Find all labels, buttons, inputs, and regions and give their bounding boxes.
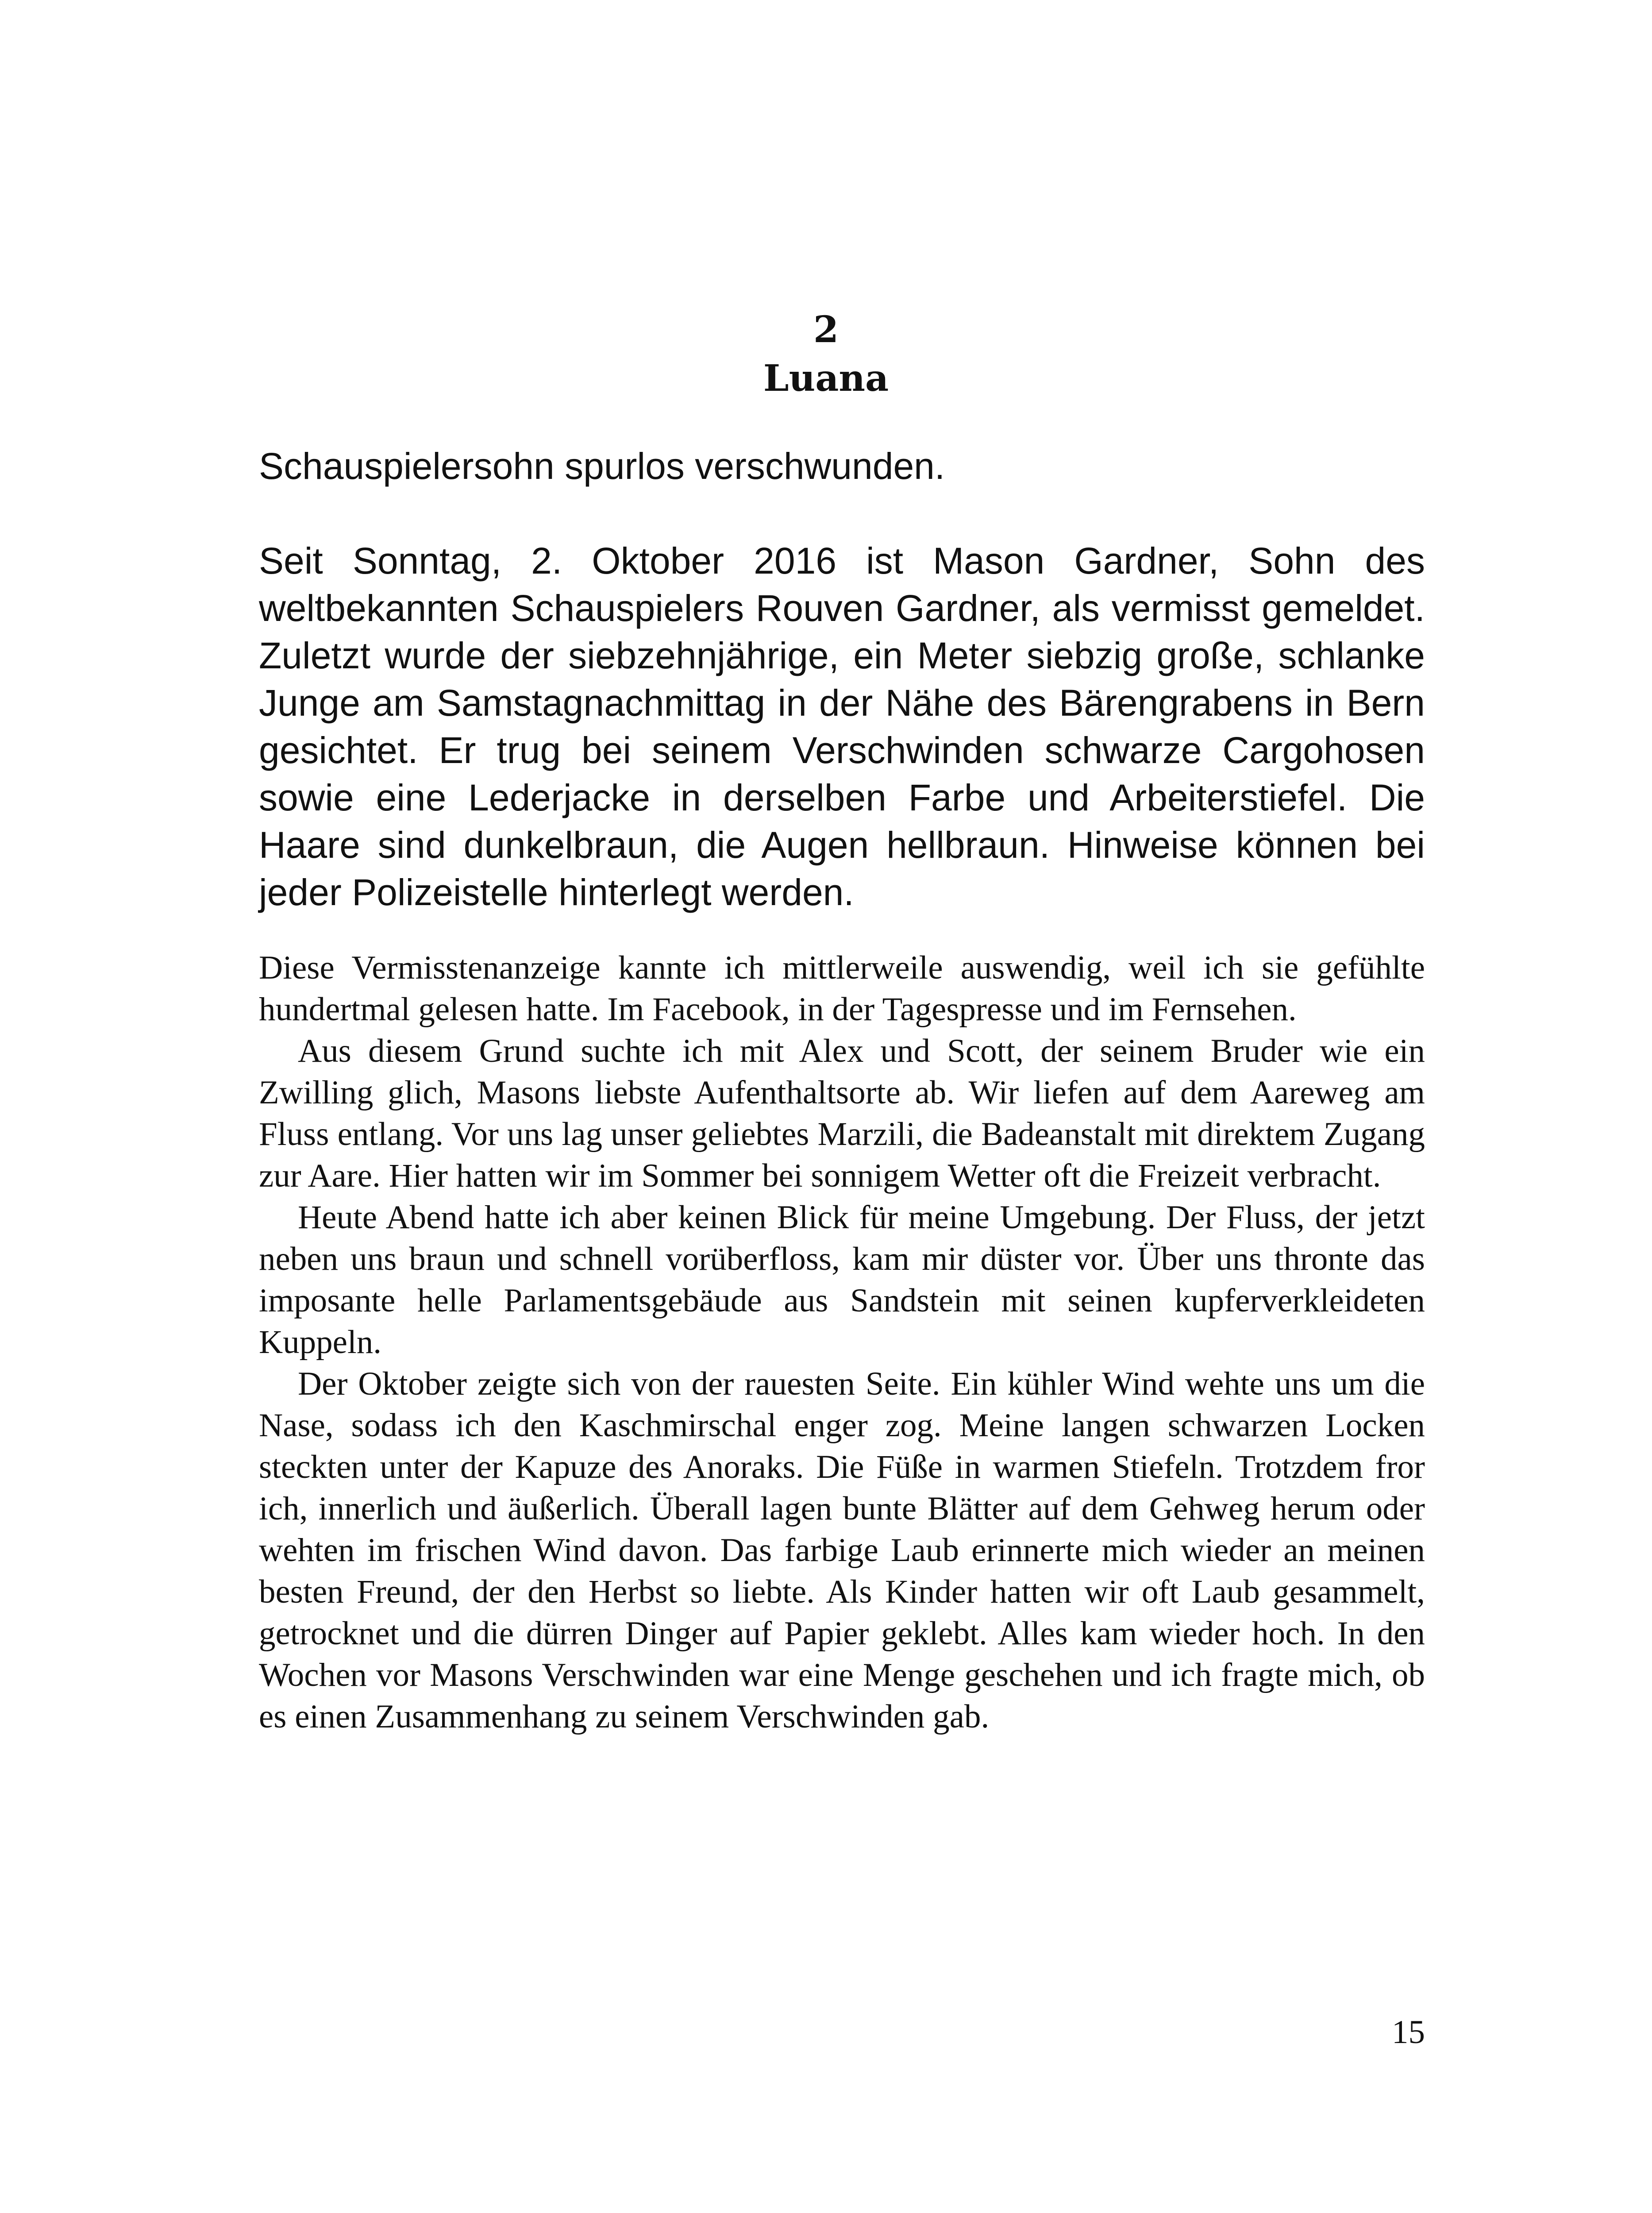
paragraph: Aus diesem Grund suchte ich mit Alex und Scott, der seinem Bruder wie ein Zwilling glich, Masons liebste Aufenthaltsorte ab. Wir liefen auf dem Aareweg am Fluss entlang. Vor uns lag unser geliebtes Marzili, die Badeanstalt mit direktem Zugang zur Aare. Hier hatten wir im Sommer bei sonnigem Wetter oft die Freizeit verbracht. [259, 1033, 1425, 1194]
chapter-number: 2 [813, 308, 839, 351]
notice-headline: Schauspielersohn spurlos verschwunden. [259, 445, 945, 487]
chapter-title: Luana [763, 357, 889, 400]
notice-body: Seit Sonntag, 2. Oktober 2016 ist Mason Gardner, Sohn des weltbekannten Schauspielers Rouven Gardner, als vermisst gemeldet. Zuletzt wurde der siebzehnjährige, ein Meter siebzig große, schlanke Junge am Samstagnachmittag in der Nähe des Bärengrabens in Bern gesichtet. Er trug bei seinem Verschwinden schwarze Cargohosen sowie eine Lederjacke in derselben Farbe und Arbeiterstiefel. Die Haare sind dunkelbraun, die Augen hellbraun. Hinweise können bei jeder Polizeistelle hinterlegt werden. [259, 540, 1425, 913]
paragraph: Der Oktober zeigte sich von der rauesten Seite. Ein kühler Wind wehte uns um die Nase, sodass ich den Kaschmirschal enger zog. Meine langen schwarzen Locken steckten unter der Kapuze des Anoraks. Die Füße in warmen Stiefeln. Trotzdem fror ich, innerlich und äußerlich. Überall lagen bunte Blätter auf dem Gehweg herum oder wehten im frischen Wind davon. Das farbige Laub erinnerte mich wieder an meinen besten Freund, der den Herbst so liebte. Als Kinder hatten wir oft Laub gesammelt, getrocknet und die dürren Dinger auf Papier geklebt. Alles kam wieder hoch. In den Wochen vor Masons Verschwinden war eine Menge geschehen und ich fragte mich, ob es einen Zusammenhang zu seinem Verschwinden gab. [259, 1365, 1425, 1735]
page-number: 15 [1392, 2014, 1425, 2051]
paragraph: Heute Abend hatte ich aber keinen Blick für meine Umgebung. Der Fluss, der jetzt neben uns braun und schnell vorüberfloss, kam mir düster vor. Über uns thronte das imposante helle Parlamentsgebäude aus Sandstein mit seinen kupferverkleideten Kuppeln. [259, 1199, 1425, 1361]
paragraph: Diese Vermisstenanzeige kannte ich mittlerweile auswendig, weil ich sie gefühlte hundertmal gelesen hatte. Im Facebook, in der Tagespresse und im Fernsehen. [259, 949, 1425, 1028]
missing-person-notice [259, 443, 1425, 916]
narrative-text [259, 947, 1425, 1738]
